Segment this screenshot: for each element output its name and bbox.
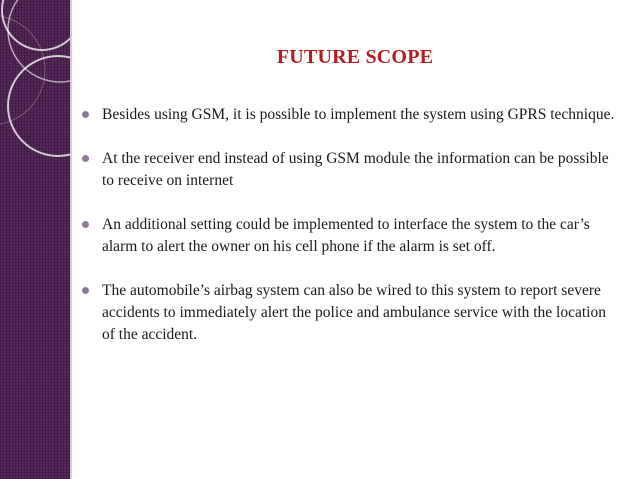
decorative-circles [0, 0, 70, 479]
band-edge-divider [70, 0, 72, 479]
bullet-icon [82, 287, 89, 294]
bullet-icon [82, 221, 89, 228]
list-item [80, 280, 620, 346]
bullet-icon [82, 155, 89, 162]
list-item [80, 104, 620, 126]
bullet-text: An additional setting could be implemented to interface the system to the car’s alarm to alert the owner on his cell phone if the alarm is set off. [102, 216, 590, 255]
bullet-icon [82, 111, 89, 118]
list-item [80, 214, 620, 258]
decorative-side-band [0, 0, 70, 479]
bullet-text: Besides using GSM, it is possible to implement the system using GPRS technique. [102, 106, 615, 123]
list-item [80, 148, 620, 192]
bullet-text: The automobile’s airbag system can also be wired to this system to report severe accidents to immediately alert the police and ambulance service with the location of the accident. [102, 282, 606, 343]
bullet-text: At the receiver end instead of using GSM module the information can be possible to receive on internet [102, 150, 609, 189]
bullet-list [80, 104, 620, 368]
slide-title: FUTURE SCOPE [276, 46, 434, 68]
